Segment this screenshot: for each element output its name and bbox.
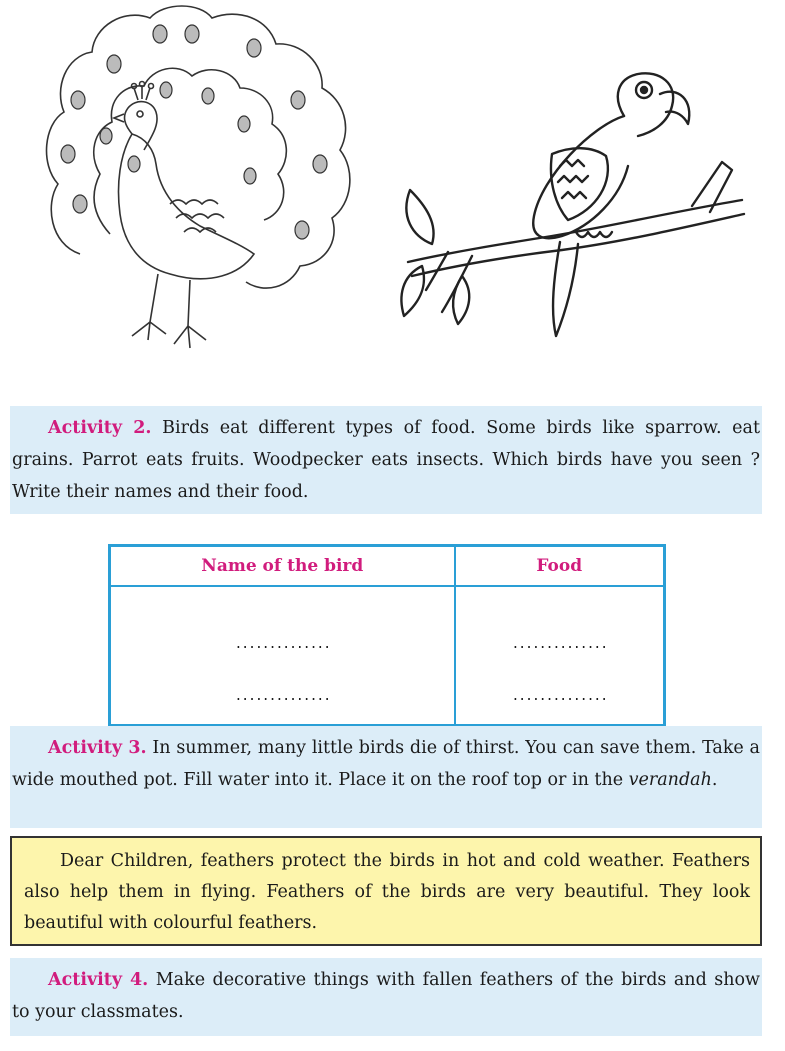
activity-2-label: Activity 2.: [48, 418, 152, 438]
note-text: Dear Children, feathers protect the birds in hot and cold weather. Feathers also help them in flying. Feathers of the birds are very beautiful. They look beautiful with colourful feathers.: [24, 851, 750, 933]
activity-4-label: Activity 4.: [48, 970, 149, 990]
peacock-illustration: [40, 4, 358, 360]
blank-line: ..............: [511, 637, 608, 652]
activity-4-text: Make decorative things with fallen feathers of the birds and show to your classmates.: [12, 970, 760, 1022]
activity-3-italic-word: verandah: [628, 770, 712, 790]
dear-children-note: [10, 836, 762, 946]
bird-food-table: [108, 544, 666, 727]
table-row: [110, 586, 665, 726]
blank-line: ..............: [234, 637, 331, 652]
bird-name-cell[interactable]: [110, 586, 455, 726]
header-food: Food: [455, 546, 665, 587]
activity-3-end: .: [711, 770, 718, 790]
parrot-illustration: [392, 66, 758, 342]
blank-line: ..............: [234, 689, 331, 704]
activity-3-label: Activity 3.: [48, 738, 147, 758]
food-cell[interactable]: [455, 586, 665, 726]
activity-2-text: Birds eat different types of food. Some birds like sparrow. eat grains. Parrot eats fruits. Woodpecker eats insects. Which birds have you seen ? Write their names and their food.: [12, 418, 760, 502]
activity-3-text: In summer, many little birds die of thirst. You can save them. Take a wide mouthed pot. Fill water into it. Place it on the roof top or in the: [12, 738, 760, 790]
activity-2-panel: [10, 406, 762, 514]
activity-4-panel: [10, 958, 762, 1036]
activity-3-panel: [10, 726, 762, 828]
header-name-of-bird: Name of the bird: [110, 546, 455, 587]
blank-line: ..............: [511, 689, 608, 704]
